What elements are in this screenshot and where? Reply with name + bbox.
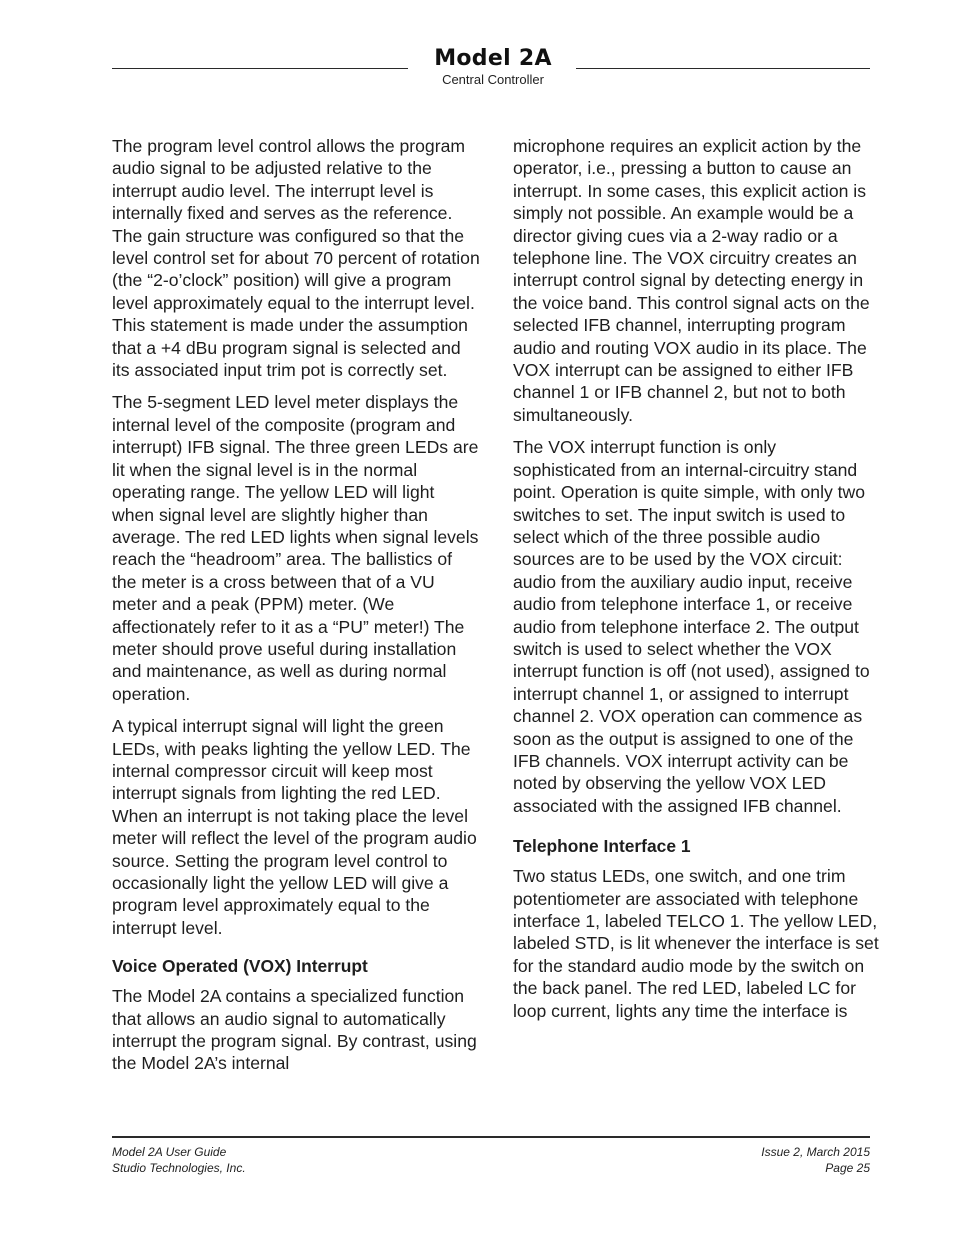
header-subtitle: Central Controller: [442, 72, 544, 87]
section-heading-telephone-interface: Telephone Interface 1: [513, 836, 691, 857]
footer-issue: Issue 2, March 2015: [761, 1145, 870, 1159]
paragraph-led-meter: The 5-segment LED level meter displays the internal level of the composite (program and interrupt) IFB signal. The three green LEDs are lit when the signal level is in the normal operating range. The yellow LED will light when signal level are slightly higher than average. The red LED lights when signal levels reach the “headroom” area. The ballistics of the meter is a cross between that of a VU meter and a peak (PPM) meter. (We affectionately refer to it as a “PU” meter!) The meter should prove useful during installation and maintenance, as well as during normal operation.: [112, 392, 479, 704]
footer-page-number: Page 25: [825, 1160, 870, 1175]
paragraph-interrupt-signal: A typical interrupt signal will light the green LEDs, with peaks lighting the yellow LED. The internal compressor circuit will keep most interrupt signals from lighting the red LED. When an interrupt is not taking place the level meter will reflect the level of the program audio source. Setting the program level control to occasionally light the yellow LED will give a program level approximately equal to the interrupt level.: [112, 716, 477, 938]
paragraph-vox-continued: microphone requires an explicit action by the operator, i.e., pressing a button to cause an interrupt. In some cases, this explicit action is simply not possible. An example would be a director giving cues via a 2-way radio or a telephone line. The VOX circuitry creates an interrupt control signal by detecting energy in the voice band. This control signal acts on the selected IFB channel, interrupting program audio and routing VOX audio in its place. The VOX interrupt can be assigned to either IFB channel 1 or IFB channel 2, but not to both simultaneously.: [513, 136, 870, 425]
footer-company: Studio Technologies, Inc.: [112, 1160, 246, 1175]
paragraph-vox-operation: The VOX interrupt function is only sophisticated from an internal-circuitry stand point. Operation is quite simple, with only two switches to set. The input switch is used to select which of the three possible audio sources are to be used by the VOX circuit: audio from the auxiliary audio input, receive audio from telephone interface 1, or receive audio from telephone interface 2. The output switch is used to select whether the VOX interrupt function is off (not used), assigned to interrupt channel 1, or assigned to interrupt channel 2. VOX operation can commence as soon as the output is assigned to one of the IFB channels. VOX interrupt activity can be noted by observing the yellow VOX LED associated with the assigned IFB channel.: [513, 437, 870, 816]
footer-rule: [112, 1136, 870, 1138]
footer-right: [761, 1145, 870, 1176]
section-heading-vox: Voice Operated (VOX) Interrupt: [112, 956, 368, 977]
footer-left: [112, 1145, 246, 1176]
footer-guide-title: Model 2A User Guide: [112, 1145, 227, 1159]
header-rule-right: [576, 68, 870, 69]
paragraph-telephone-interface: Two status LEDs, one switch, and one trim potentiometer are associated with telephone interface 1, labeled TELCO 1. The yellow LED, labeled STD, is lit whenever the interface is set for the standard audio mode by the switch on the back panel. The red LED, labeled LC for loop current, lights any time the interface is: [513, 866, 879, 1021]
paragraph-vox-intro: The Model 2A contains a specialized function that allows an audio signal to automatically interrupt the program signal. By contrast, using the Model 2A’s internal: [112, 986, 477, 1074]
paragraph-program-level: The program level control allows the program audio signal to be adjusted relative to the interrupt audio level. The interrupt level is internally fixed and serves as the reference. The gain structure was configured so that the level control set for about 70 percent of rotation (the “2-o’clock” position) will give a program level approximately equal to the interrupt level. This statement is made under the assumption that a +4 dBu program signal is selected and its associated input trim pot is correctly set.: [112, 136, 480, 381]
header-title: Model 2A: [434, 46, 552, 71]
header-rule-left: [112, 68, 408, 69]
left-column: [112, 135, 480, 1085]
right-column: [513, 135, 881, 1032]
